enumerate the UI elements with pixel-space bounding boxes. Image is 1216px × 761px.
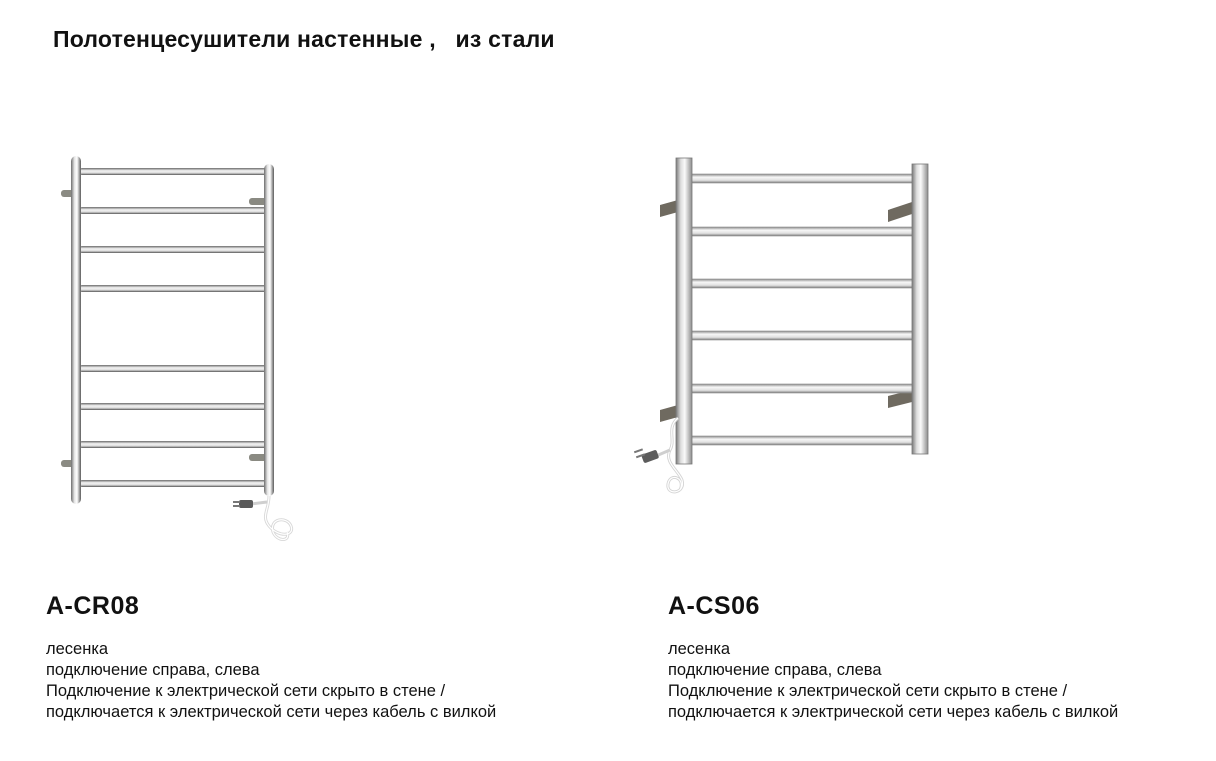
description-line: лесенка [46, 640, 109, 658]
round-ladder-towel-rail-image [55, 150, 305, 550]
description-line: подключение справа, слева [46, 661, 260, 679]
square-ladder-towel-rail-image [630, 150, 950, 510]
description-line: подключается к электрической сети через кабель с вилкой [668, 703, 1119, 721]
description-line: подключение справа, слева [668, 661, 882, 679]
product-description [46, 639, 496, 723]
description-line: подключается к электрической сети через кабель с вилкой [46, 703, 497, 721]
description-line: Подключение к электрической сети скрыто в стене / [668, 682, 1068, 700]
product-description [668, 639, 1118, 723]
product-code: A-CR08 [46, 592, 140, 620]
page-title: Полотенцесушители настенные , из стали [53, 26, 555, 52]
description-line: Подключение к электрической сети скрыто в стене / [46, 682, 446, 700]
product-code: A-CS06 [668, 592, 760, 620]
product-card-a-cr08 [0, 0, 560, 761]
product-card-a-cs06 [620, 0, 1180, 761]
description-line: лесенка [668, 640, 731, 658]
